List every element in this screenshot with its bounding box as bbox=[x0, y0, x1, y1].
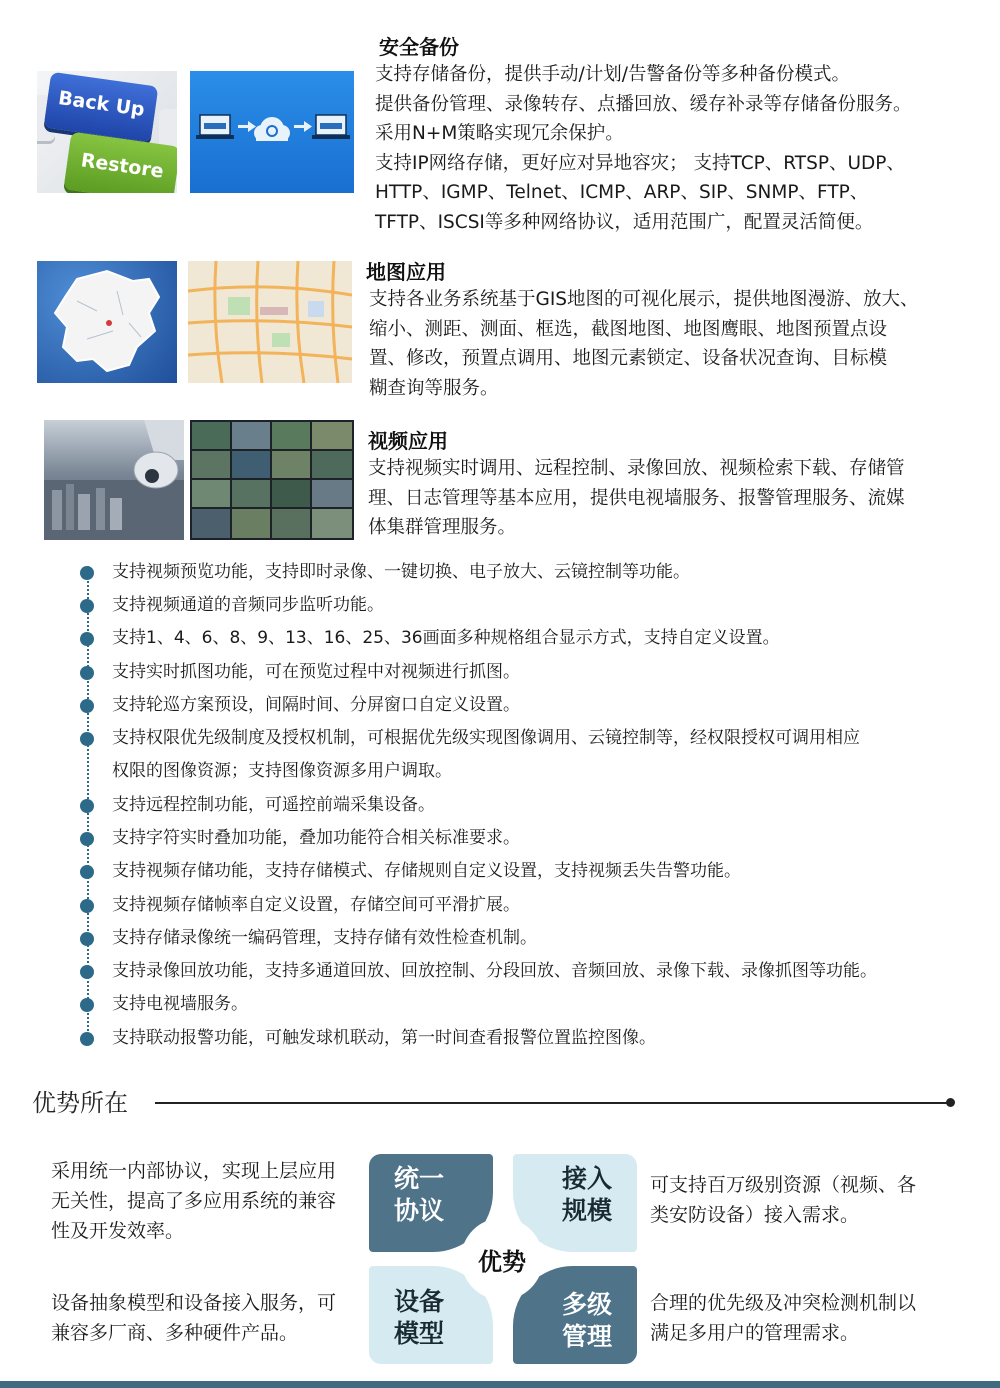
backup-line: 支持存储备份，提供手动/计划/告警备份等多种备份模式。 bbox=[375, 64, 850, 85]
bullet-dot-icon bbox=[80, 666, 94, 680]
backup-keyboard-image bbox=[37, 71, 177, 193]
back-up-key: Back Up bbox=[44, 72, 159, 142]
bullet-dot-icon bbox=[80, 965, 94, 979]
backup-title: 安全备份 bbox=[379, 35, 459, 59]
advantage-device-model-text: 设备抽象模型和设备接入服务，可 兼容多厂商、多种硬件产品。 bbox=[51, 1292, 337, 1344]
advantage-access-scale-text: 可支持百万级别资源（视频、各 类安防设备）接入需求。 bbox=[650, 1174, 917, 1226]
video-line: 体集群管理服务。 bbox=[368, 517, 517, 538]
bullet-dot-icon bbox=[80, 632, 94, 646]
surveillance-camera-image bbox=[44, 420, 184, 540]
video-section bbox=[368, 428, 978, 543]
video-title: 视频应用 bbox=[368, 429, 448, 453]
bullet-dot-icon bbox=[80, 732, 94, 746]
backup-line: 提供备份管理、录像转存、点播回放、缓存补录等存储备份服务。 bbox=[375, 93, 912, 115]
backup-line: TFTP、ISCSI等多种网络协议，适用范围广，配置灵活简便。 bbox=[375, 211, 874, 233]
bullet-dot-icon bbox=[80, 566, 94, 580]
divider-end-dot-icon bbox=[946, 1098, 955, 1107]
map-section bbox=[366, 259, 976, 403]
camera-city-illustration bbox=[44, 420, 184, 540]
backup-line: HTTP、IGMP、Telnet、ICMP、ARP、SIP、SNMP、FTP、 bbox=[375, 182, 869, 203]
map-line: 置、修改，预置点调用、地图元素锁定、设备状况查询、目标模 bbox=[369, 348, 888, 369]
advantage-unified-protocol-text: 采用统一内部协议，实现上层应用 无关性，提高了多应用系统的兼容 性及开发效率。 bbox=[51, 1160, 337, 1242]
video-wall-grid bbox=[190, 420, 354, 540]
backup-line: 采用N+M策略实现冗余保护。 bbox=[375, 123, 624, 144]
bullet-dot-icon bbox=[80, 699, 94, 713]
map-line: 糊查询等服务。 bbox=[369, 377, 499, 399]
bullet-dot-icon bbox=[80, 599, 94, 613]
tile-unified-protocol: 统一 协议 bbox=[369, 1154, 493, 1252]
tile-multilevel-management: 多级 管理 bbox=[513, 1266, 637, 1364]
list-item-continuation: 权限的图像资源；支持图像资源多用户调取。 bbox=[112, 761, 452, 781]
bullet-dot-icon bbox=[80, 998, 94, 1012]
bullet-dot-icon bbox=[80, 832, 94, 846]
video-line: 支持视频实时调用、远程控制、录像回放、视频检索下载、存储管 bbox=[368, 458, 905, 479]
map-description bbox=[366, 285, 976, 403]
backup-flow-illustration bbox=[190, 71, 354, 193]
map-line: 缩小、测距、测面、框选，截图地图、地图鹰眼、地图预置点设 bbox=[369, 318, 888, 340]
tile-access-scale: 接入 规模 bbox=[513, 1154, 637, 1252]
bullet-dot-icon bbox=[80, 1032, 94, 1046]
region-map-illustration bbox=[37, 261, 177, 383]
tile-device-model: 设备 模型 bbox=[369, 1266, 493, 1364]
restore-key: Restore bbox=[63, 132, 177, 193]
city-map-image bbox=[188, 261, 352, 383]
province-map-image bbox=[37, 261, 177, 383]
video-description bbox=[368, 454, 978, 543]
map-title: 地图应用 bbox=[366, 260, 446, 284]
heading-divider bbox=[155, 1102, 950, 1104]
map-line: 支持各业务系统基于GIS地图的可视化展示，提供地图漫游、放大、 bbox=[369, 289, 919, 310]
street-map-illustration bbox=[188, 261, 352, 383]
backup-section bbox=[375, 34, 975, 237]
bullet-dot-icon bbox=[80, 899, 94, 913]
bullet-dot-icon bbox=[80, 932, 94, 946]
backup-description bbox=[375, 60, 975, 237]
advantages-heading: 优势所在 bbox=[32, 1089, 128, 1117]
bullet-dot-icon bbox=[80, 799, 94, 813]
advantage-multilevel-management-text: 合理的优先级及冲突检测机制以 满足多用户的管理需求。 bbox=[650, 1292, 917, 1344]
advantages-center-label: 优势 bbox=[461, 1218, 543, 1300]
bullet-dot-icon bbox=[80, 865, 94, 879]
video-line: 理、日志管理等基本应用，提供电视墙服务、报警管理服务、流媒 bbox=[368, 487, 905, 509]
video-wall-image bbox=[190, 420, 354, 540]
backup-line: 支持IP网络存储，更好应对异地容灾； 支持TCP、RTSP、UDP、 bbox=[375, 152, 905, 174]
bottom-bar bbox=[0, 1381, 1000, 1388]
backup-diagram-image bbox=[190, 71, 354, 193]
